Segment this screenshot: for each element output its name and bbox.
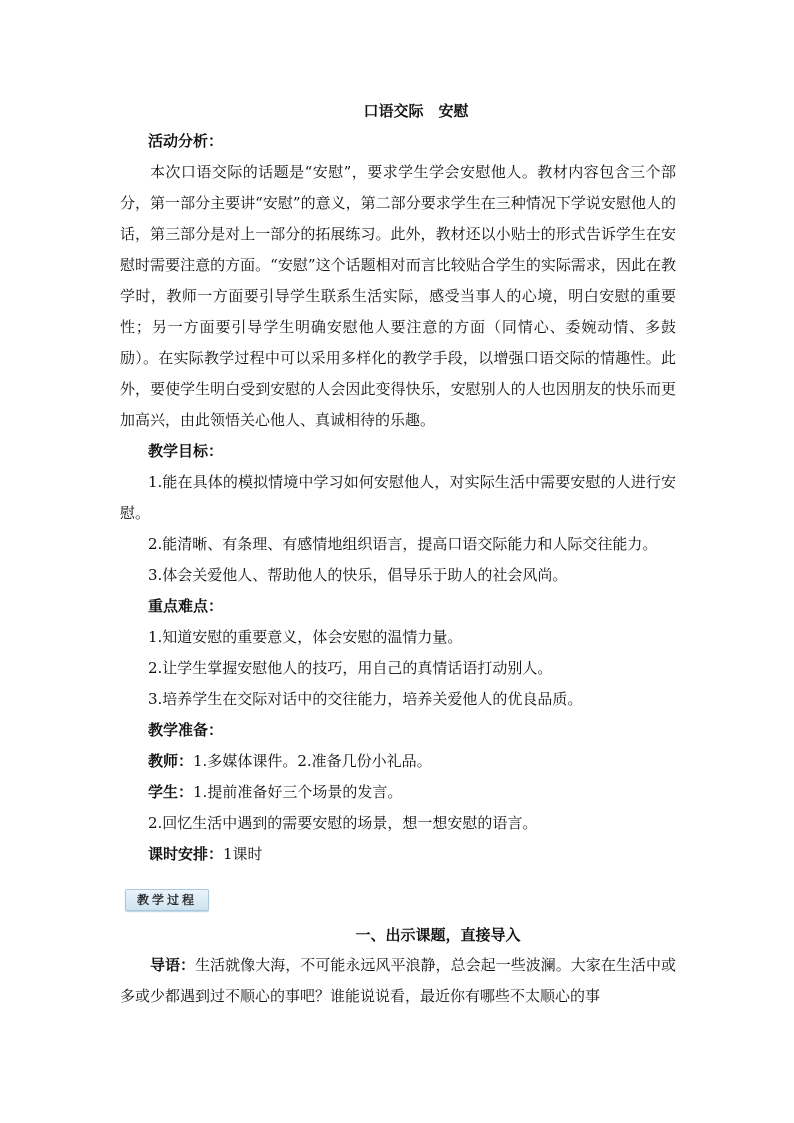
lead-text: 生活就像大海，不可能永远风平浪静，总会起一些波澜。大家在生活中或多或少都遇到过不顺心的事吧？谁能说说看，最近你有哪些不太顺心的事	[120, 956, 676, 1005]
document-body	[120, 96, 676, 870]
lead-label: 导语：	[150, 956, 196, 974]
section-1-body	[120, 950, 676, 1012]
goal-item-2: 2.能清晰、有条理、有感情地组织语言，提高口语交际能力和人际交往能力。	[148, 535, 658, 553]
keypoints-heading: 重点难点：	[148, 597, 224, 615]
lead-paragraph	[120, 950, 676, 1012]
goal-item-3: 3.体会关爱他人、帮助他人的快乐，倡导乐于助人的社会风尚。	[148, 566, 568, 584]
section-1-title: 一、出示课题，直接导入	[355, 926, 521, 944]
activity-paragraph: 本次口语交际的话题是“安慰”，要求学生学会安慰他人。教材内容包含三个部分，第一部分主要讲“安慰”的意义，第二部分要求学生在三种情况下学说安慰他人的话，第三部分是对上一部分的拓展练习。此外，教材还以小贴士的形式告诉学生在安慰时需要注意的方面。“安慰”这个话题相对而言比较贴合学生的实际需求，因此在教学时，教师一方面要引导学生联系生活实际，感受当事人的心境，明白安慰的重要性；另一方面要引导学生明确安慰他人要注意的方面（同情心、委婉动情、多鼓励）。在实际教学过程中可以采用多样化的教学手段，以增强口语交际的情趣性。此外，要使学生明白受到安慰的人会因此变得快乐，安慰别人的人也因朋友的快乐而更加高兴，由此领悟关心他人、真诚相待的乐趣。	[120, 163, 676, 429]
schedule-value: 1课时	[223, 845, 263, 863]
schedule-label: 课时安排：	[148, 845, 224, 863]
student-text: 1.提前准备好三个场景的发言。	[193, 783, 403, 801]
prep-student	[120, 777, 676, 808]
badge-label: 教学过程	[136, 893, 197, 907]
prep-teacher	[120, 746, 676, 777]
keypoint-item-1: 1.知道安慰的重要意义，体会安慰的温情力量。	[148, 628, 463, 646]
prep-heading: 教学准备：	[148, 721, 224, 739]
goals-heading: 教学目标：	[148, 442, 224, 460]
teacher-label: 教师：	[148, 752, 194, 770]
prep-student-2: 2.回忆生活中遇到的需要安慰的场景，想一想安慰的语言。	[148, 814, 538, 832]
keypoint-item-2: 2.让学生掌握安慰他人的技巧，用自己的真情话语打动别人。	[148, 659, 553, 677]
teaching-process-badge	[125, 889, 209, 911]
teacher-text: 1.多媒体课件。2.准备几份小礼品。	[193, 752, 432, 770]
page-title: 口语交际 安慰	[363, 102, 469, 120]
keypoint-item-3: 3.培养学生在交际对话中的交往能力，培养关爱他人的优良品质。	[148, 690, 583, 708]
goal-item-1: 1.能在具体的模拟情境中学习如何安慰他人，对实际生活中需要安慰的人进行安慰。	[120, 473, 676, 522]
activity-heading: 活动分析：	[148, 132, 224, 150]
schedule	[120, 839, 676, 870]
student-label: 学生：	[148, 783, 194, 801]
